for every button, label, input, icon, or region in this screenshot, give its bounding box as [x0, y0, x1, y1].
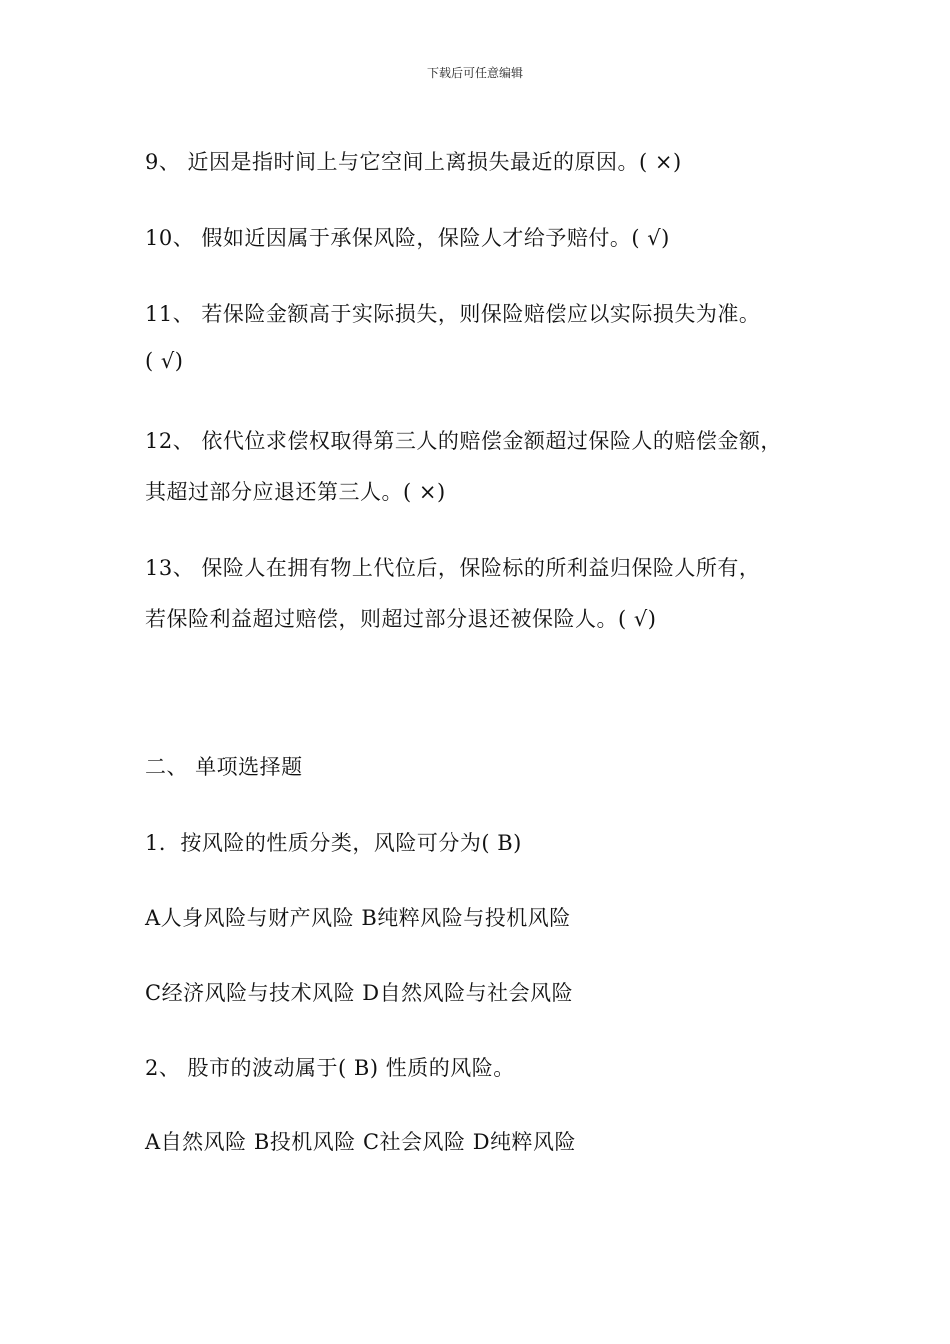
question-10: 10、 假如近因属于承保风险，保险人才给予赔付。( √)	[145, 226, 670, 250]
page-header: 下载后可任意编辑	[426, 66, 523, 80]
choice-question-1-options-cd: C经济风险与技术风险 D自然风险与社会风险	[145, 981, 574, 1005]
question-13-line-2: 若保险利益超过赔偿，则超过部分退还被保险人。( √)	[145, 607, 657, 631]
choice-question-1-options-ab: A人身风险与财产风险 B纯粹风险与投机风险	[145, 906, 571, 930]
question-12-line-2: 其超过部分应退还第三人。( ×)	[145, 480, 446, 504]
question-11-line-1: 11、 若保险金额高于实际损失，则保险赔偿应以实际损失为准。	[145, 302, 761, 326]
question-12-line-1: 12、 依代位求偿权取得第三人的赔偿金额超过保险人的赔偿金额，	[145, 429, 782, 453]
question-11-line-2: ( √)	[145, 349, 184, 373]
question-9: 9、 近因是指时间上与它空间上离损失最近的原因。( ×)	[145, 150, 682, 174]
question-13-line-1: 13、 保险人在拥有物上代位后，保险标的所利益归保险人所有，	[145, 556, 761, 580]
section-heading-multiple-choice: 二、 单项选择题	[145, 755, 303, 779]
choice-question-2-options: A自然风险 B投机风险 C社会风险 D纯粹风险	[145, 1130, 577, 1154]
choice-question-2: 2、 股市的波动属于( B) 性质的风险。	[145, 1056, 515, 1080]
choice-question-1: 1．按风险的性质分类，风险可分为( B)	[145, 831, 522, 855]
